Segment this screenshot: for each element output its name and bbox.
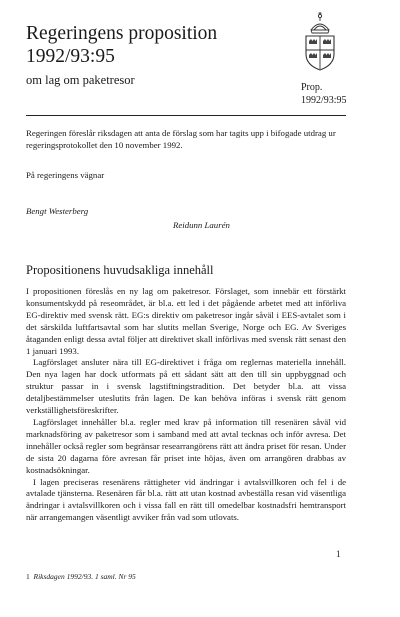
page-number: 1: [336, 549, 341, 559]
document-title: [26, 22, 286, 68]
summary-paragraph: Lagförslaget innehåller bl.a. regler med krav på information till resenären såväl vid marknadsföring av paketresor som i samband med att avtal tecknas och inför avresa. Det innehåller också regler som begränsar researrangörens rätt att ändra priset för resan. Under de sista 20 dagarna före avresan får priset inte höjas, även om arrangören drabbas av kostnadsökningar.: [26, 416, 346, 475]
prop-number: 1992/93:95: [301, 94, 347, 106]
intro-text: Regeringen föreslår riksdagen att anta de förslag som har tagits upp i bifogade utdrag ur regeringsprotokollet den 10 november 1992.: [26, 128, 336, 150]
signature-minister: Bengt Westerberg: [26, 206, 89, 216]
document-subtitle: om lag om paketresor: [26, 73, 135, 87]
section-heading: Propositionens huvudsakliga innehåll: [26, 263, 214, 277]
footnote-marker: 1: [26, 572, 30, 581]
summary-paragraph: I lagen preciseras resenärens rättigheter vid ändringar i avtalsvillkoren och fel i de avtalade tjänsterna. Resenären får bl.a. rätt att utan kostnad avbeställa resan vid väsentliga ändringar i avtalsvillkoren och i vissa fall en rätt till omedelbar kostnadsfri hemtransport när arrangemangen väsentligt avviker från vad som utlovats.: [26, 476, 346, 523]
summary-body: [26, 286, 346, 524]
title-line-1: Regeringens proposition: [26, 23, 218, 44]
header-divider: [26, 115, 346, 116]
prop-label: Prop.: [301, 82, 323, 93]
summary-paragraph: Lagförslaget ansluter nära till EG-direktivet i fråga om reglernas materiella innehåll. Den nya lagen har dock utformats på ett sådant sätt att den till sin uppbyggnad och struktur passar in i svensk lagstiftningstradition. Det betyder bl.a. att vissa detaljbestämmelser uteslutits från lagen. De kan behöva införas i svensk rätt genom verkställighetsföreskrifter.: [26, 357, 346, 416]
footnote: [26, 572, 136, 581]
coat-of-arms-icon: [301, 10, 339, 72]
footnote-text: Riksdagen 1992/93. 1 saml. Nr 95: [33, 572, 136, 581]
proposition-reference: [301, 82, 347, 107]
title-line-2: 1992/93:95: [26, 46, 115, 67]
signature-official: Reidunn Laurén: [173, 220, 230, 230]
on-behalf-line: På regeringens vägnar: [26, 170, 105, 180]
summary-paragraph: I propositionen föreslås en ny lag om paketresor. Förslaget, som innebär ett förstärkt konsumentskydd på reseområdet, är bl.a. ett led i det pågående arbetet med att införliva EG-direktiv med svensk rätt. EG:s direktiv om paketresor ingår såväl i EES-avtalet som i det särskilda luftfartsavtal som har slutits mellan Sverige, Norge och EG. Av Sveriges åtaganden enligt dessa avtal följer att direktivet skall införlivas med svensk rätt senast den 1 januari 1993.: [26, 286, 346, 356]
